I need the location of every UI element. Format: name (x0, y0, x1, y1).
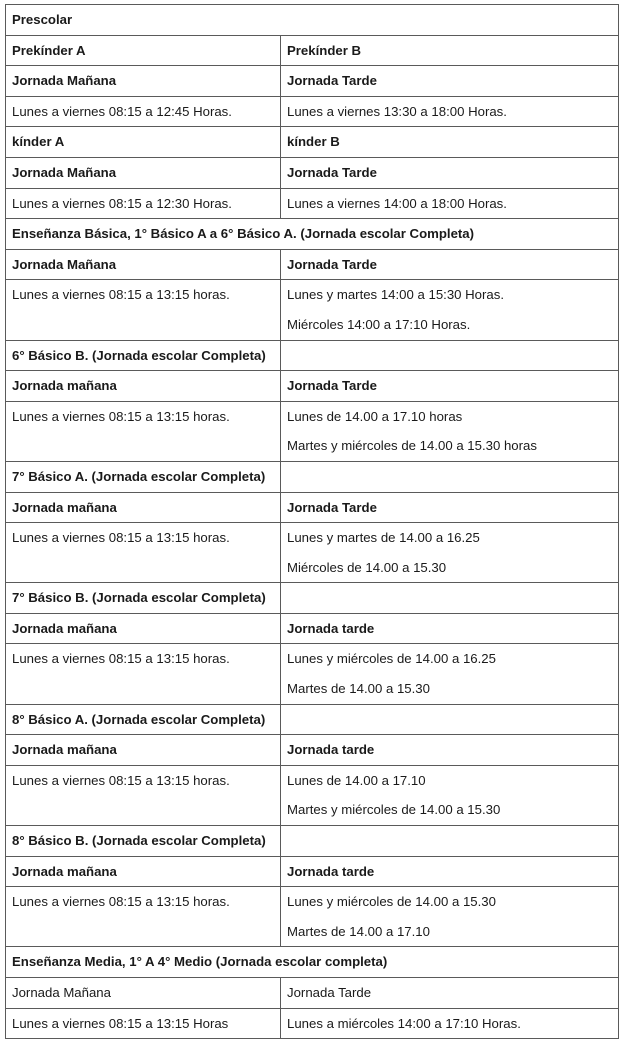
morning-cell (6, 340, 281, 371)
schedule-text: Martes y miércoles de 14.00 a 15.30 (287, 802, 501, 818)
morning-cell (6, 188, 281, 219)
schedule-text: 8° Básico B. (Jornada escolar Completa) (12, 833, 266, 849)
schedule-row (6, 735, 619, 766)
schedule-text: 7° Básico B. (Jornada escolar Completa) (12, 590, 266, 606)
schedule-text: Lunes a viernes 13:30 a 18:00 Horas. (287, 103, 507, 119)
schedule-text: Lunes y martes 14:00 a 15:30 Horas. (287, 287, 504, 303)
section-header-row (6, 947, 619, 978)
morning-cell (6, 887, 281, 947)
schedule-text: Jornada Mañana (12, 256, 117, 272)
afternoon-cell (281, 188, 619, 219)
schedule-row (6, 280, 619, 340)
schedule-row (6, 66, 619, 97)
afternoon-cell (281, 127, 619, 158)
schedule-text: Jornada mañana (12, 620, 117, 636)
schedule-table (5, 4, 619, 1039)
section-header-text: Enseñanza Básica, 1° Básico A a 6° Básico A. (Jornada escolar Completa) (12, 226, 475, 242)
morning-cell (6, 523, 281, 583)
afternoon-cell (281, 96, 619, 127)
morning-cell (6, 157, 281, 188)
morning-cell (6, 249, 281, 280)
schedule-row (6, 978, 619, 1009)
schedule-text (287, 826, 612, 856)
schedule-row (6, 35, 619, 66)
morning-cell (6, 644, 281, 704)
afternoon-cell (281, 765, 619, 825)
schedule-row (6, 613, 619, 644)
afternoon-cell (281, 280, 619, 340)
afternoon-cell (281, 704, 619, 735)
schedule-text: Lunes a viernes 08:15 a 13:15 horas. (12, 894, 230, 910)
schedule-row (6, 249, 619, 280)
schedule-text: Martes y miércoles de 14.00 a 15.30 horas (287, 438, 537, 454)
schedule-text: Lunes y miércoles de 14.00 a 15.30 (287, 894, 496, 910)
afternoon-cell (281, 35, 619, 66)
schedule-text: Jornada Tarde (287, 73, 377, 89)
section-header-row (6, 5, 619, 36)
afternoon-cell (281, 492, 619, 523)
afternoon-cell (281, 157, 619, 188)
morning-cell (6, 35, 281, 66)
schedule-text: Jornada mañana (12, 742, 117, 758)
schedule-text: Miércoles de 14.00 a 15.30 (287, 559, 447, 575)
schedule-text: Lunes a viernes 08:15 a 13:15 horas. (12, 287, 230, 303)
schedule-text: 6° Básico B. (Jornada escolar Completa) (12, 347, 266, 363)
morning-cell (6, 1008, 281, 1039)
schedule-text: Lunes a viernes 08:15 a 13:15 Horas (12, 1015, 229, 1031)
schedule-text (287, 341, 612, 371)
afternoon-cell (281, 401, 619, 461)
schedule-text: Martes de 14.00 a 15.30 (287, 681, 430, 697)
schedule-text: Jornada mañana (12, 499, 117, 515)
schedule-row (6, 371, 619, 402)
schedule-row (6, 523, 619, 583)
schedule-text: Jornada Mañana (12, 985, 111, 1000)
afternoon-cell (281, 461, 619, 492)
afternoon-cell (281, 1008, 619, 1039)
schedule-text: Prekínder A (12, 42, 86, 58)
schedule-row (6, 157, 619, 188)
schedule-text: Lunes a viernes 08:15 a 12:30 Horas. (12, 195, 232, 211)
schedule-row (6, 461, 619, 492)
morning-cell (6, 401, 281, 461)
schedule-text: Lunes a miércoles 14:00 a 17:10 Horas. (287, 1015, 521, 1031)
schedule-text (287, 705, 612, 735)
afternoon-cell (281, 583, 619, 614)
section-header-text: Prescolar (12, 12, 73, 27)
schedule-text: Jornada Mañana (12, 73, 117, 89)
schedule-text: Lunes de 14.00 a 17.10 horas (287, 408, 463, 424)
morning-cell (6, 704, 281, 735)
afternoon-cell (281, 523, 619, 583)
schedule-text: kínder A (12, 134, 65, 150)
schedule-text: Lunes a viernes 08:15 a 13:15 horas. (12, 530, 230, 546)
morning-cell (6, 826, 281, 857)
section-header-cell (6, 5, 619, 36)
morning-cell (6, 613, 281, 644)
schedule-text: Miércoles 14:00 a 17:10 Horas. (287, 316, 471, 332)
schedule-text: Jornada mañana (12, 378, 117, 394)
schedule-row (6, 856, 619, 887)
morning-cell (6, 978, 281, 1009)
schedule-row (6, 826, 619, 857)
schedule-text: Lunes a viernes 08:15 a 13:15 horas. (12, 408, 230, 424)
schedule-row (6, 96, 619, 127)
schedule-text: Jornada tarde (287, 742, 375, 758)
afternoon-cell (281, 978, 619, 1009)
schedule-text: Lunes a viernes 08:15 a 13:15 horas. (12, 772, 230, 788)
morning-cell (6, 371, 281, 402)
schedule-text (287, 462, 612, 492)
schedule-text: 8° Básico A. (Jornada escolar Completa) (12, 711, 266, 727)
schedule-text: Jornada mañana (12, 863, 117, 879)
afternoon-cell (281, 887, 619, 947)
afternoon-cell (281, 613, 619, 644)
morning-cell (6, 735, 281, 766)
schedule-row (6, 188, 619, 219)
schedule-table-body (6, 5, 619, 1039)
morning-cell (6, 461, 281, 492)
schedule-text: Prekínder B (287, 42, 362, 58)
morning-cell (6, 280, 281, 340)
section-header-row (6, 219, 619, 250)
afternoon-cell (281, 856, 619, 887)
morning-cell (6, 127, 281, 158)
section-header-cell (6, 219, 619, 250)
schedule-text (287, 583, 612, 613)
schedule-text: Lunes a viernes 14:00 a 18:00 Horas. (287, 195, 507, 211)
morning-cell (6, 583, 281, 614)
morning-cell (6, 492, 281, 523)
schedule-text: Jornada Tarde (287, 499, 377, 515)
morning-cell (6, 96, 281, 127)
schedule-text: Lunes y martes de 14.00 a 16.25 (287, 530, 480, 546)
schedule-text: Lunes de 14.00 a 17.10 (287, 772, 426, 788)
schedule-text: Jornada Tarde (287, 985, 372, 1000)
section-header-text: Enseñanza Media, 1° A 4° Medio (Jornada escolar completa) (12, 954, 388, 970)
schedule-text: Lunes y miércoles de 14.00 a 16.25 (287, 651, 496, 667)
schedule-text: Jornada Mañana (12, 164, 117, 180)
schedule-row (6, 127, 619, 158)
schedule-text: Jornada Tarde (287, 256, 377, 272)
schedule-row (6, 401, 619, 461)
morning-cell (6, 66, 281, 97)
schedule-row (6, 887, 619, 947)
schedule-text: Jornada tarde (287, 863, 375, 879)
schedule-text: Jornada Tarde (287, 164, 377, 180)
schedule-row (6, 340, 619, 371)
schedule-text: Jornada tarde (287, 620, 375, 636)
schedule-text: Lunes a viernes 08:15 a 13:15 horas. (12, 651, 230, 667)
schedule-text: Jornada Tarde (287, 378, 377, 394)
schedule-text: kínder B (287, 134, 340, 150)
schedule-row (6, 492, 619, 523)
schedule-row (6, 704, 619, 735)
afternoon-cell (281, 644, 619, 704)
schedule-row (6, 583, 619, 614)
schedule-row (6, 1008, 619, 1039)
afternoon-cell (281, 371, 619, 402)
schedule-text: 7° Básico A. (Jornada escolar Completa) (12, 468, 266, 484)
afternoon-cell (281, 340, 619, 371)
schedule-row (6, 765, 619, 825)
schedule-text: Lunes a viernes 08:15 a 12:45 Horas. (12, 103, 232, 119)
section-header-cell (6, 947, 619, 978)
morning-cell (6, 765, 281, 825)
morning-cell (6, 856, 281, 887)
afternoon-cell (281, 66, 619, 97)
schedule-text: Martes de 14.00 a 17.10 (287, 923, 430, 939)
schedule-row (6, 644, 619, 704)
afternoon-cell (281, 735, 619, 766)
afternoon-cell (281, 249, 619, 280)
afternoon-cell (281, 826, 619, 857)
